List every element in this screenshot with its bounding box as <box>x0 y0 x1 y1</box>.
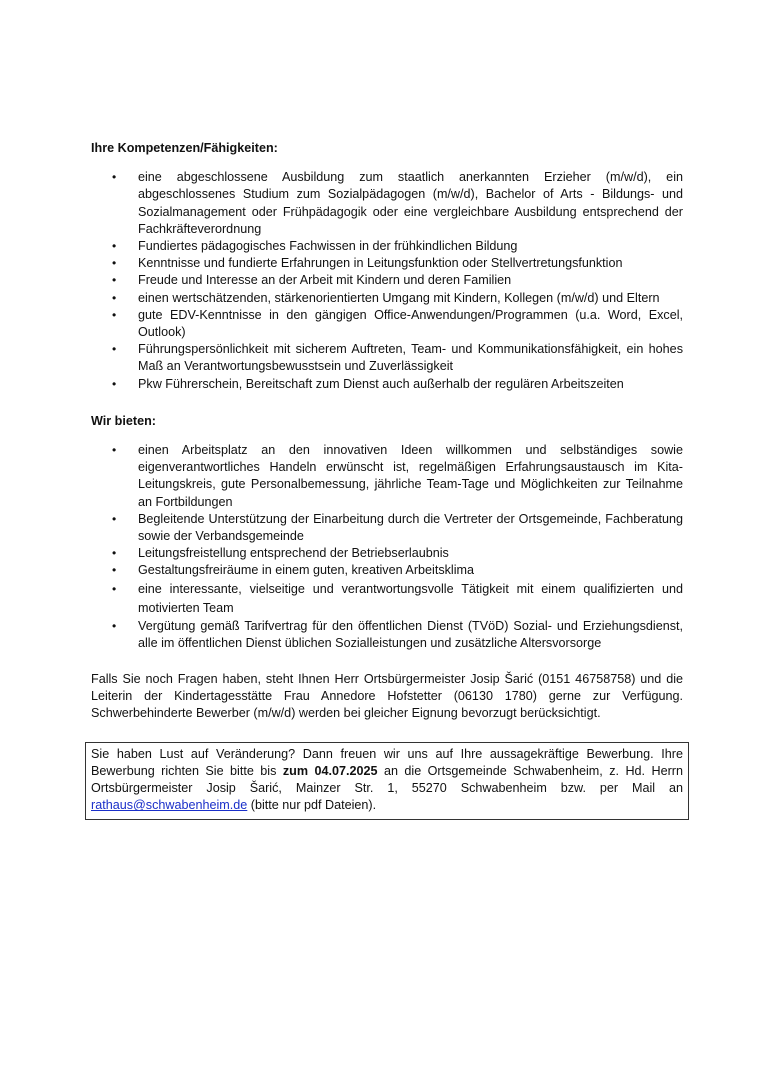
notice-text: Sie haben Lust auf Veränderung? Dann freuen wir uns auf Ihre aussagekräftige Bewerbung. Ihre Bewerbung richten Sie bitte bis <box>91 746 683 778</box>
list-item: • Fundiertes pädagogisches Fachwissen in der frühkindlichen Bildung <box>91 238 683 255</box>
bullet-icon: • <box>112 273 117 288</box>
bullet-icon: • <box>112 376 117 391</box>
notice-text: (bitte nur pdf Dateien). <box>247 798 377 813</box>
list-item: • Begleitende Unterstützung der Einarbeitung durch die Vertreter der Ortsgemeinde, Fachberatung sowie der Verbandsgemeinde <box>112 511 683 544</box>
bullet-icon: • <box>112 307 117 322</box>
list-item: • einen wertschätzenden, stärkenorientierten Umgang mit Kindern, Kollegen (m/w/d) und Eltern <box>91 290 683 307</box>
list-item: • Pkw Führerschein, Bereitschaft zum Dienst auch außerhalb der regulären Arbeitszeiten <box>91 376 683 393</box>
list-item: • Freude und Interesse an der Arbeit mit Kindern und deren Familien <box>91 272 683 289</box>
offer-heading: Wir bieten: <box>91 413 156 428</box>
bullet-icon: • <box>112 170 117 185</box>
list-item: • Leitungsfreistellung entsprechend der Betriebserlaubnis <box>91 545 683 562</box>
competencies-heading: Ihre Kompetenzen/Fähigkeiten: <box>91 141 278 155</box>
bullet-icon: • <box>112 618 117 633</box>
list-item: • Kenntnisse und fundierte Erfahrungen in Leitungsfunktion oder Stellvertretungsfunktion <box>91 255 683 272</box>
list-item: • Führungspersönlichkeit mit sicherem Auftreten, Team- und Kommunikationsfähigkeit, ein hohes Maß an Verantwortungsbewusstsein und Zuverlässigkeit <box>112 342 683 374</box>
application-deadline: zum 04.07.2025 <box>282 763 378 778</box>
list-item: • eine interessante, vielseitige und verantwortungsvolle Tätigkeit mit einem qualifizierten und motivierten Team <box>112 581 683 615</box>
bullet-icon: • <box>112 342 117 357</box>
bullet-icon: • <box>112 563 117 578</box>
email-link[interactable]: rathaus@schwabenheim.de <box>91 798 248 813</box>
list-item: • einen Arbeitsplatz an den innovativen Ideen willkommen und selbständiges sowie eigenverantwortliches Handeln erwünscht ist, regelmäßigen Erfahrungsaustausch im Kita-Leitungskreis, gute Personalbemessung, jährliche Team-Tage und Möglichkeiten zur Teilnahme an Fortbildungen <box>112 443 683 509</box>
list-item: • Vergütung gemäß Tarifvertrag für den öffentlichen Dienst (TVöD) Sozial- und Erziehungsdienst, alle im öffentlichen Dienst üblichen Sozialleistungen und zusätzliche Altersvorsorge <box>112 618 683 650</box>
contact-paragraph: Falls Sie noch Fragen haben, steht Ihnen Herr Ortsbürgermeister Josip Šarić (0151 46758758) und die Leiterin der Kindertagesstätte Frau Annedore Hofstetter (06130 1780) gerne zur Verfügung. Schwerbehinderte Bewerber (m/w/d) werden bei gleicher Eignung bevorzugt berücksichtigt. <box>91 672 683 721</box>
bullet-icon: • <box>112 290 117 305</box>
bullet-icon: • <box>112 443 117 458</box>
bullet-icon: • <box>112 256 117 271</box>
bullet-icon: • <box>112 581 117 596</box>
notice-text: an die Ortsgemeinde Schwabenheim, z. Hd. Herrn Ortsbürgermeister Josip Šarić, Mainzer Str. 1, 55270 Schwabenheim bzw. per Mail an <box>91 763 683 796</box>
offer-list <box>91 442 683 652</box>
list-item: • gute EDV-Kenntnisse in den gängigen Office-Anwendungen/Programmen (u.a. Word, Excel, Outlook) <box>112 307 683 340</box>
spacer <box>91 652 683 671</box>
document-content <box>91 140 683 820</box>
list-item: • Gestaltungsfreiräume in einem guten, kreativen Arbeitsklima <box>91 562 683 579</box>
spacer <box>91 393 683 413</box>
application-notice-box <box>85 742 689 820</box>
competencies-list <box>91 169 683 393</box>
bullet-icon: • <box>112 511 117 526</box>
list-item: • eine abgeschlossene Ausbildung zum staatlich anerkannten Erzieher (m/w/d), ein abgeschlossenes Studium zum Sozialpädagogen (m/w/d), Bachelor of Arts - Bildungs- und Sozialmanagement oder Frühpädagogik oder eine vergleichbare Ausbildung entsprechend der Fachkräfteverordnung <box>112 170 683 236</box>
bullet-icon: • <box>112 239 117 254</box>
bullet-icon: • <box>112 546 117 561</box>
